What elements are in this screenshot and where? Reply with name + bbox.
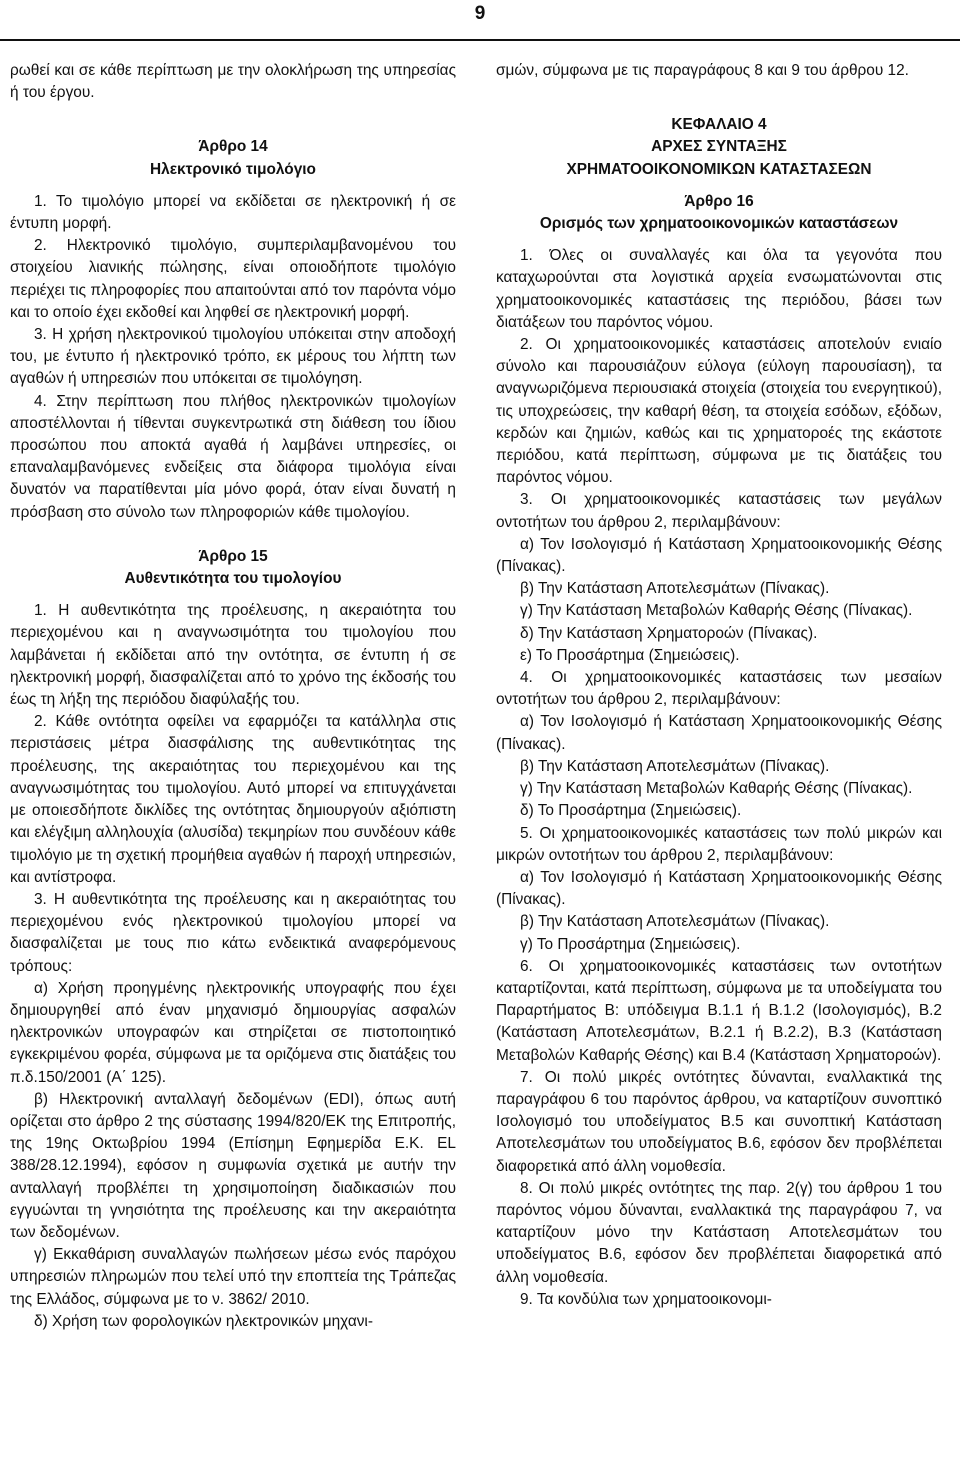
article-14-subtitle: Ηλεκτρονικό τιμολόγιο [150,160,316,178]
paragraph: γ) Εκκαθάριση συναλλαγών πωλήσεων μέσω ενός παρόχου υπηρεσιών πληρωμών που τελεί υπό την εποπτεία της Τράπεζας της Ελλάδος, σύμφωνα με το ν. 3862/ 2010. [10,1246,456,1308]
list-item: γ) Το Προσάρτημα (Σημειώσεις). [520,935,741,953]
chapter-label: ΚΕΦΑΛΑΙΟ 4 [671,116,767,134]
list-item: δ) Την Κατάσταση Χρηματοροών (Πίνακας). [520,624,818,642]
list-item: β) Την Κατάσταση Αποτελεσμάτων (Πίνακας). [520,757,830,775]
list-item: α) Τον Ισολογισμό ή Κατάσταση Χρηματοοικονομικής Θέσης (Πίνακας). [496,868,942,909]
list-item: ε) Το Προσάρτημα (Σημειώσεις). [520,646,740,664]
paragraph: α) Χρήση προηγμένης ηλεκτρονικής υπογραφής που έχει δημιουργηθεί από έναν μηχανισμό δημιουργίας ασφαλών ηλεκτρονικών υπογραφών και στηρίζεται σε πιστοποιητικό εγκεκριμένου φορέα, σύμφωνα με τα οριζόμενα στις διατάξεις του π.δ.150/2001 (Α΄ 125). [10,979,456,1086]
list-item: α) Τον Ισολογισμό ή Κατάσταση Χρηματοοικονομικής Θέσης (Πίνακας). [496,713,942,753]
paragraph: 2. Οι χρηματοοικονομικές καταστάσεις αποτελούν ενιαίο σύνολο και παρουσιάζουν εύλογα (εύλογη παρουσίαση), τα αναγνωριζόμενα περιουσιακά στοιχεία (στοιχεία του ενεργητικού), τις υποχρεώσεις, την καθαρή θέση, τα στοιχεία εσόδων, εξόδων, κερδών και ζημιών, καθώς και τις χρηματοροές της εκάστοτε περιόδου, κατά περίπτωση, σύμφωνα με τις διατάξεις του παρόντος νόμου. [496,336,942,487]
list-item: α) Τον Ισολογισμό ή Κατάσταση Χρηματοοικονομικής Θέσης (Πίνακας). [496,535,942,576]
right-column [496,60,942,1311]
left-column [10,60,456,1333]
paragraph: 8. Οι πολύ μικρές οντότητες της παρ. 2(γ) του άρθρου 1 του παρόντος νόμου δύνανται, εναλλακτικά της παραγράφου 7, να καταρτίζουν μόνο την Κατάσταση Αποτελεσμάτων του υποδείγματος Β.6, εφόσον δεν προβλέπεται διαφορετικά από άλλη νομοθεσία. [496,1179,942,1286]
list-item: β) Την Κατάσταση Αποτελεσμάτων (Πίνακας). [520,580,830,598]
article-15-subtitle: Αυθεντικότητα του τιμολογίου [124,570,342,588]
paragraph: 4. Στην περίπτωση που πλήθος ηλεκτρονικών τιμολογίων αποστέλλονται ή τίθενται συγκεντρωτικά στη διάθεση του ίδιου προσώπου που αποκτά αγαθά ή λαμβάνει υπηρεσίες, οι επαναλαμβανόμενες ενδείξεις στα διάφορα τιμολόγια είναι δυνατόν να παρατίθενται μία μόνο φορά, όταν είναι δυνατή η πρόσβαση στο σύνολο των πληροφοριών κάθε τιμολογίου. [10,392,456,521]
paragraph: 1. Όλες οι συναλλαγές και όλα τα γεγονότα που καταχωρούνται στα λογιστικά αρχεία ενσωματώνονται στις χρηματοοικονομικές καταστάσεις της περιόδου, βάσει των διατάξεων του παρόντος νόμου. [496,247,942,331]
paragraph: 9. Τα κονδύλια των χρηματοοικονομι- [520,1290,772,1308]
page-number: 9 [474,3,486,24]
list-item: δ) Το Προσάρτημα (Σημειώσεις). [520,802,742,820]
paragraph: δ) Χρήση των φορολογικών ηλεκτρονικών μηχανι- [34,1312,373,1330]
header-rule [0,39,960,41]
paragraph: 3. Η χρήση ηλεκτρονικού τιμολογίου υπόκειται στην αποδοχή του, με έντυπο ή ηλεκτρονικό τρόπο, εκ μέρους του λήπτη των αγαθών ή υπηρεσιών που υπόκειται σε τιμολόγηση. [10,326,456,388]
paragraph: σμών, σύμφωνα με τις παραγράφους 8 και 9 του άρθρου 12. [496,62,909,79]
chapter-title: ΧΡΗΜΑΤΟΟΙΚΟΝΟΜΙΚΩΝ ΚΑΤΑΣΤΑΣΕΩΝ [566,160,872,178]
article-15-title: Άρθρο 15 [198,547,268,565]
chapter-title: ΑΡΧΕΣ ΣΥΝΤΑΞΗΣ [651,138,787,156]
article-14-title: Άρθρο 14 [198,138,268,156]
paragraph: 2. Κάθε οντότητα οφείλει να εφαρμόζει τα κατάλληλα στις περιστάσεις μέτρα διασφάλισης της αυθεντικότητας της προέλευσης, της ακεραιότητας του περιεχομένου και της αναγνωσιμότητας του τιμολογίου. Αυτό μπορεί να επιτυγχάνεται με οποιεσδήποτε δικλίδες της οντότητας δημιουργούν αξιόπιστη και ελέγξιμη αλληλουχία (αλυσίδα) τεκμηρίων που συνδέουν κάθε τιμολόγιο με τη σχετική προμήθεια αγαθών ή παροχή υπηρεσιών, και αντίστροφα. [10,713,456,886]
paragraph: 2. Ηλεκτρονικό τιμολόγιο, συμπεριλαμβανομένου του στοιχείου λιανικής πώλησης, είναι οποιοδήποτε τιμολόγιο περιέχει τις πληροφορίες που απαιτούνται από τον παρόντα νόμο και το οποίο έχει εκδοθεί και ληφθεί σε ηλεκτρονική μορφή. [10,237,456,321]
list-item: γ) Την Κατάσταση Μεταβολών Καθαρής Θέσης (Πίνακας). [520,602,913,620]
paragraph: 5. Οι χρηματοοικονομικές καταστάσεις των πολύ μικρών και μικρών οντοτήτων του άρθρου 2, περιλαμβάνουν: [496,824,942,864]
paragraph: 6. Οι χρηματοοικονομικές καταστάσεις των οντοτήτων καταρτίζονται, κατά περίπτωση, σύμφωνα με τα υποδείγματα του Παραρτήματος Β: υπόδειγμα Β.1.1 ή Β.1.2 (Ισολογισμός), Β.2 (Κατάσταση Αποτελεσμάτων, Β.2.1 ή Β.2.2), Β.3 (Κατάσταση Μεταβολών Καθαρής Θέσης) και Β.4 (Κατάσταση Χρηματοροών). [496,957,942,1064]
paragraph: 3. Οι χρηματοοικονομικές καταστάσεις των μεγάλων οντοτήτων του άρθρου 2, περιλαμβάνουν: [496,491,942,531]
paragraph: 7. Οι πολύ μικρές οντότητες δύνανται, εναλλακτικά της παραγράφου 6 του παρόντος άρθρου, να καταρτίζουν συνοπτικό Ισολογισμό του υποδείγματος Β.5 και συνοπτική Κατάσταση Αποτελεσμάτων του υποδείγματος Β.6, εφόσον δεν προβλέπεται διαφορετικά από άλλη νομοθεσία. [496,1068,942,1175]
list-item: β) Την Κατάσταση Αποτελεσμάτων (Πίνακας). [520,913,830,931]
paragraph: 1. Η αυθεντικότητα της προέλευσης, η ακεραιότητα του περιεχομένου και η αναγνωσιμότητα του τιμολογίου που λαμβάνεται ή εκδίδεται από την οντότητα, σε έντυπη ή σε ηλεκτρονική μορφή, διασφαλίζεται από το χρόνο της έκδοσής του έως τη λήξη της περιόδου διαφύλαξής του. [10,602,456,709]
paragraph: 4. Οι χρηματοοικονομικές καταστάσεις των μεσαίων οντοτήτων του άρθρου 2, περιλαμβάνουν: [496,669,942,709]
paragraph: β) Ηλεκτρονική ανταλλαγή δεδομένων (EDI), όπως αυτή ορίζεται στο άρθρο 2 της σύστασης 1994/820/ΕΚ της Επιτροπής, της 19ης Οκτωβρίου 1994 (Επίσημη Εφημερίδα Ε.Κ. EL 388/28.12.1994), εφόσον η συμφωνία σχετικά με αυτήν την ανταλλαγή προβλέπει τη χρησιμοποίηση διαδικασιών που εγγυώνται τη γνησιότητα της προέλευσης και την ακεραιότητα των δεδομένων. [10,1090,456,1241]
article-16-subtitle: Ορισμός των χρηματοοικονομικών καταστάσεων [539,215,899,233]
paragraph: 1. Το τιμολόγιο μπορεί να εκδίδεται σε ηλεκτρονική ή σε έντυπη μορφή. [10,192,456,233]
list-item: γ) Την Κατάσταση Μεταβολών Καθαρής Θέσης (Πίνακας). [520,780,913,798]
paragraph: ρωθεί και σε κάθε περίπτωση με την ολοκλήρωση της υπηρεσίας ή του έργου. [10,62,456,102]
paragraph: 3. Η αυθεντικότητα της προέλευσης και η ακεραιότητας του περιεχομένου ενός ηλεκτρονικού τιμολογίου μπορεί να διασφαλίζεται με τους πιο κάτω ενδεικτικά αναφερόμενους τρόπους: [10,890,456,975]
article-16-title: Άρθρο 16 [684,192,754,210]
